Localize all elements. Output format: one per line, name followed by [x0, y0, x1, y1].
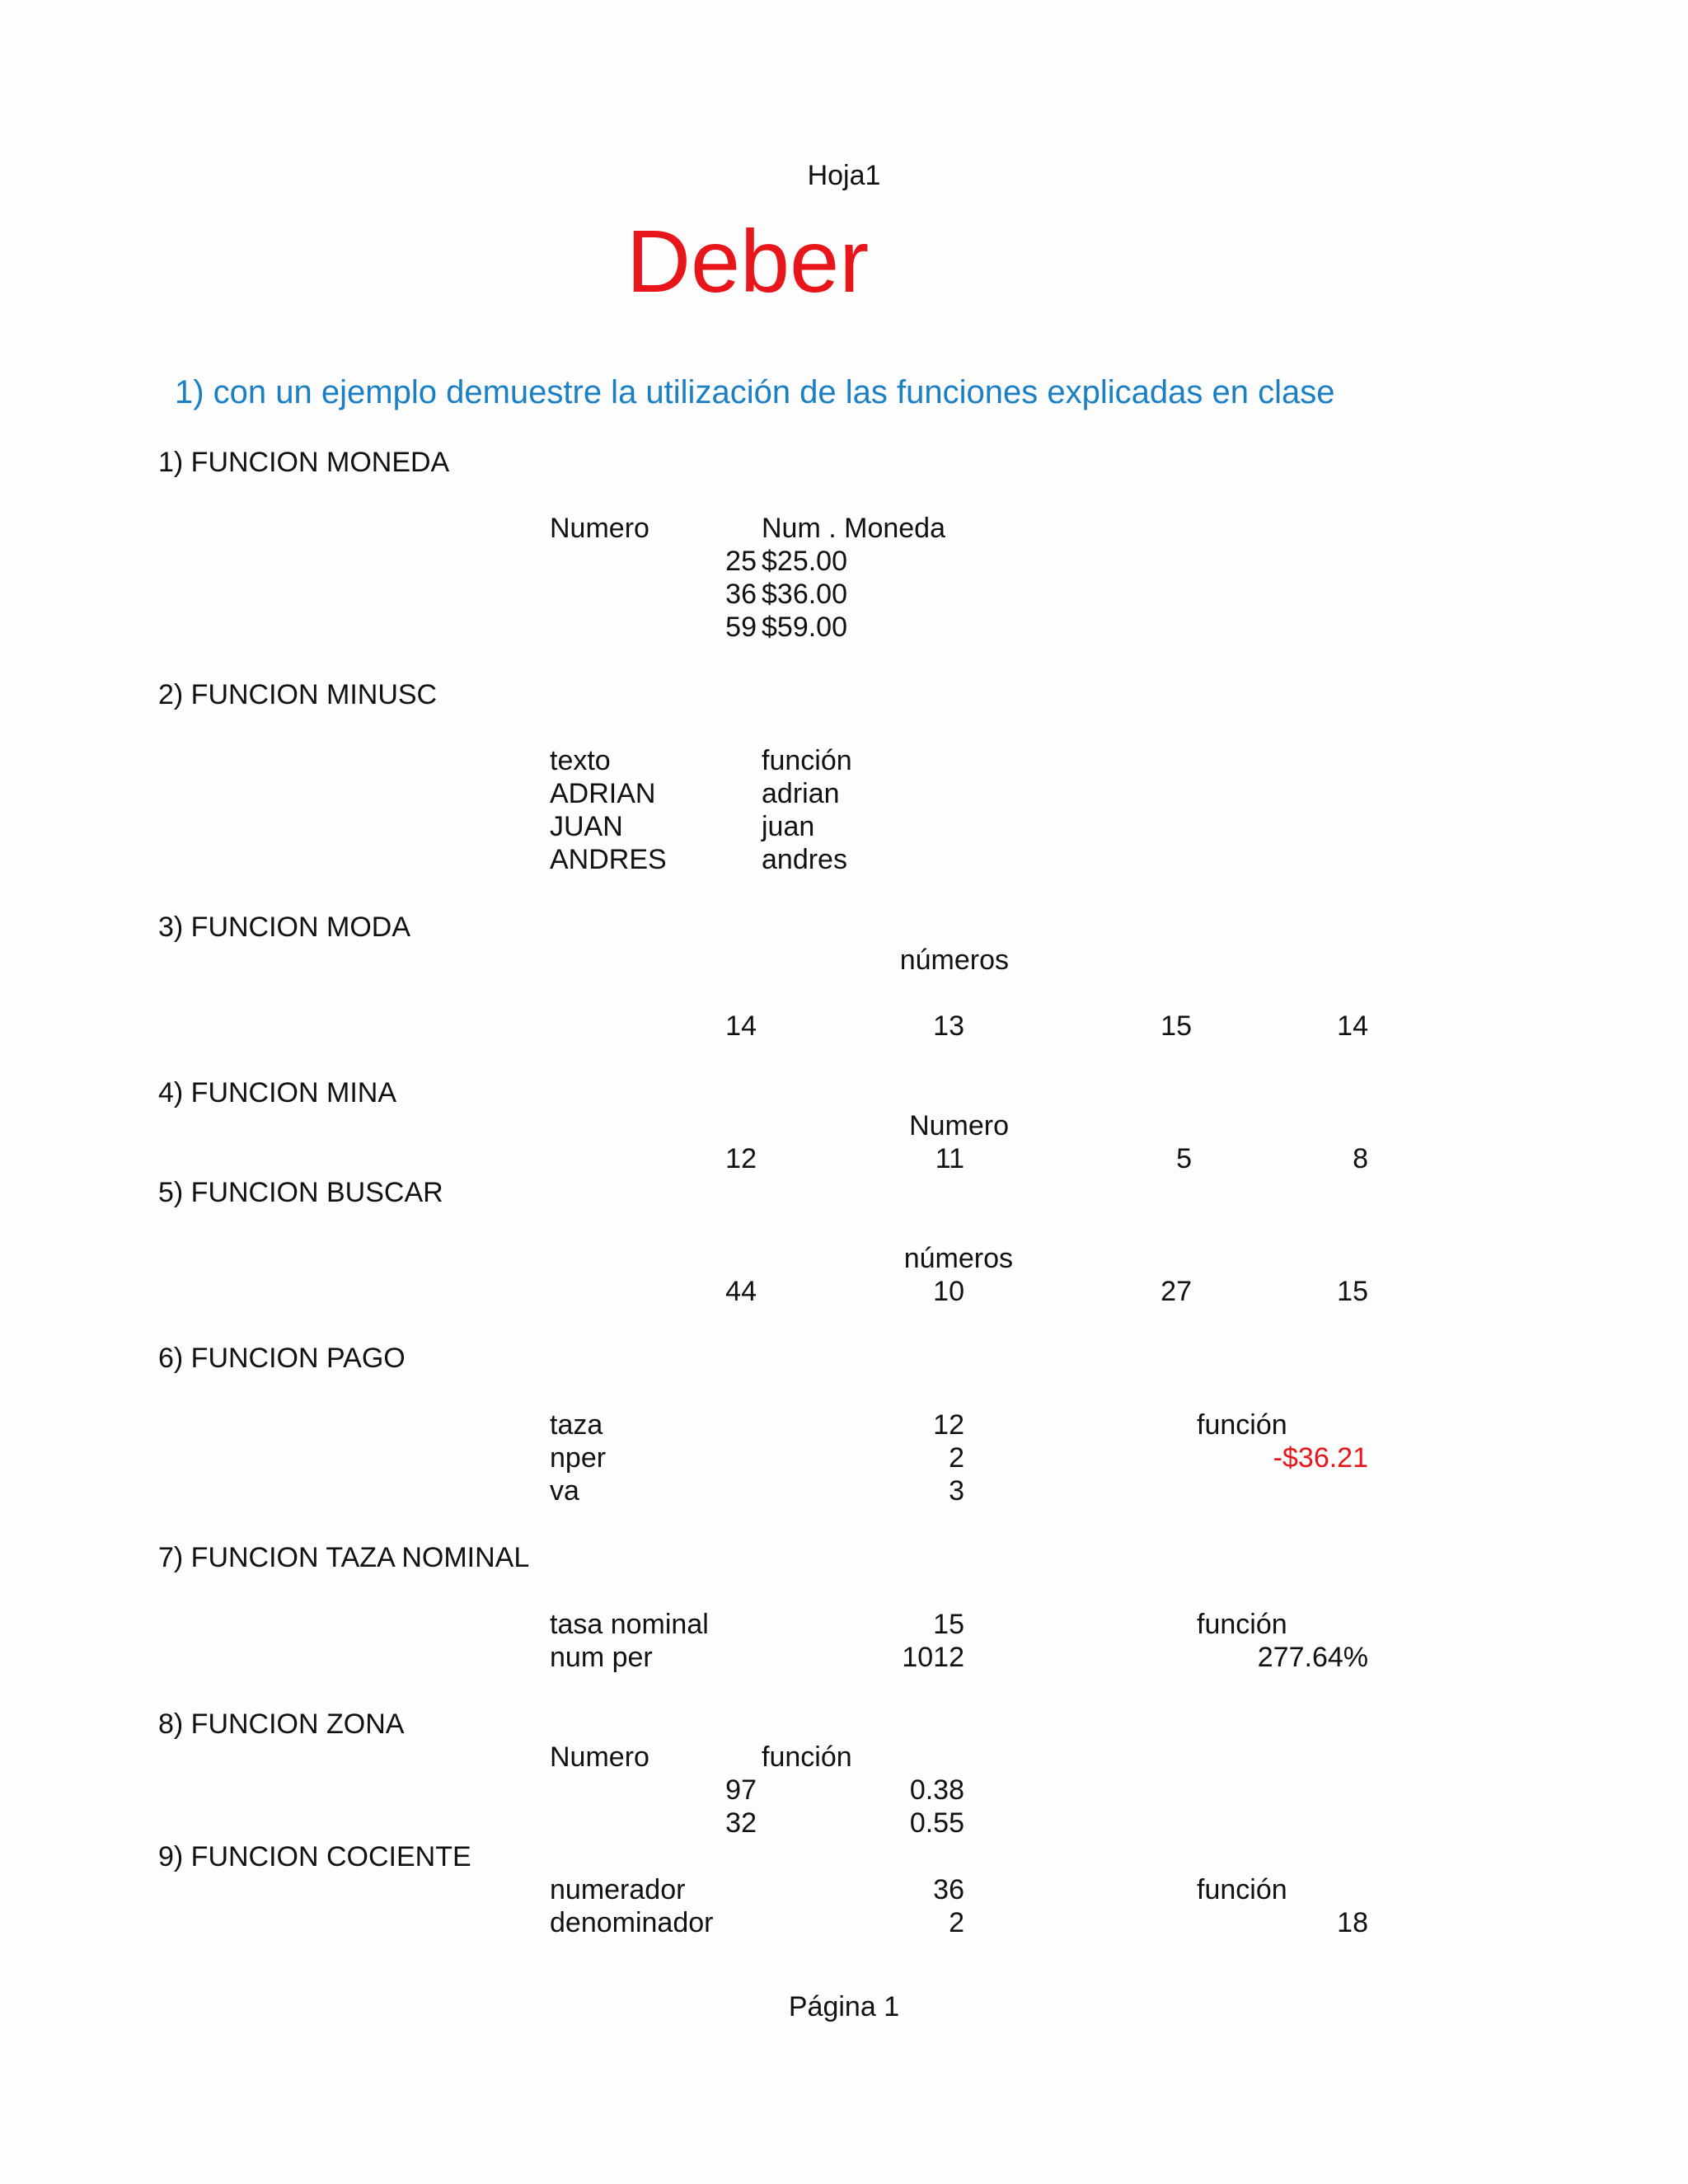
cociente-param-label: numerador [550, 1874, 686, 1905]
buscar-value: 15 [1337, 1276, 1368, 1307]
pago-param-value: 12 [933, 1409, 964, 1441]
taza-nominal-result-label: función [1197, 1609, 1287, 1640]
zona-result: 0.55 [909, 1807, 964, 1839]
page-number-footer: Página 1 [788, 1991, 900, 2022]
cociente-result-label: función [1197, 1874, 1287, 1905]
zona-result: 0.38 [909, 1774, 964, 1806]
moneda-number: 25 [725, 546, 757, 577]
mina-value: 11 [935, 1143, 964, 1174]
pago-param-label: nper [550, 1442, 607, 1474]
cociente-result-value: 18 [1337, 1907, 1368, 1938]
moneda-currency: $59.00 [762, 612, 847, 643]
minusc-result: juan [762, 811, 815, 842]
moda-label: números [899, 944, 1009, 976]
cociente-param-label: denominador [550, 1907, 714, 1938]
zona-col-header-numero: Numero [550, 1741, 649, 1773]
section-heading-mina: 4) FUNCION MINA [158, 1077, 396, 1108]
moneda-currency: $36.00 [762, 579, 847, 610]
taza-nominal-param-value: 1012 [902, 1642, 964, 1673]
section-heading-zona: 8) FUNCION ZONA [158, 1708, 405, 1740]
zona-number: 97 [725, 1774, 757, 1806]
moneda-currency: $25.00 [762, 546, 847, 577]
pago-result-value: -$36.21 [1273, 1442, 1368, 1474]
section-heading-pago: 6) FUNCION PAGO [158, 1343, 406, 1374]
taza-nominal-param-label: tasa nominal [550, 1609, 709, 1640]
pago-param-value: 2 [949, 1442, 964, 1474]
section-heading-minusc: 2) FUNCION MINUSC [158, 679, 438, 710]
minusc-input-text: ADRIAN [550, 778, 656, 809]
cociente-param-value: 2 [949, 1907, 964, 1938]
pago-param-label: va [550, 1475, 579, 1507]
buscar-value: 44 [725, 1276, 757, 1307]
page-subtitle: 1) con un ejemplo demuestre la utilización de las funciones explicadas en clase [175, 374, 1335, 410]
pago-param-label: taza [550, 1409, 603, 1441]
cociente-param-value: 36 [933, 1874, 964, 1905]
taza-nominal-result-value: 277.64% [1257, 1642, 1368, 1673]
section-heading-buscar: 5) FUNCION BUSCAR [158, 1177, 443, 1208]
mina-value: 5 [1176, 1143, 1192, 1174]
minusc-result: adrian [762, 778, 840, 809]
buscar-value: 10 [933, 1276, 964, 1307]
section-heading-taza-nominal: 7) FUNCION TAZA NOMINAL [158, 1542, 530, 1573]
minusc-col-header-texto: texto [550, 745, 611, 776]
minusc-col-header-funcion: función [762, 745, 852, 776]
mina-value: 8 [1353, 1143, 1368, 1174]
sheet-name-header: Hoja1 [807, 160, 881, 191]
moda-value: 14 [725, 1010, 757, 1042]
minusc-input-text: JUAN [550, 811, 623, 842]
section-heading-cociente: 9) FUNCION COCIENTE [158, 1841, 471, 1872]
moda-value: 14 [1337, 1010, 1368, 1042]
moneda-col-header-numero: Numero [550, 513, 649, 544]
moda-value: 15 [1160, 1010, 1192, 1042]
mina-label: Numero [909, 1110, 1009, 1141]
section-heading-moneda: 1) FUNCION MONEDA [158, 447, 450, 478]
zona-number: 32 [725, 1807, 757, 1839]
minusc-result: andres [762, 844, 847, 875]
moneda-number: 59 [725, 612, 757, 643]
moda-value: 13 [933, 1010, 964, 1042]
pago-param-value: 3 [949, 1475, 964, 1507]
moneda-number: 36 [725, 579, 757, 610]
buscar-label: números [903, 1243, 1013, 1274]
taza-nominal-param-value: 15 [933, 1609, 964, 1640]
moneda-col-header-moneda: Num . Moneda [762, 513, 945, 544]
taza-nominal-param-label: num per [550, 1642, 653, 1673]
zona-col-header-funcion: función [762, 1741, 852, 1773]
page-title: Deber [626, 211, 870, 311]
mina-value: 12 [725, 1143, 757, 1174]
minusc-input-text: ANDRES [550, 844, 667, 875]
buscar-value: 27 [1160, 1276, 1192, 1307]
pago-result-label: función [1197, 1409, 1287, 1441]
section-heading-moda: 3) FUNCION MODA [158, 912, 410, 943]
